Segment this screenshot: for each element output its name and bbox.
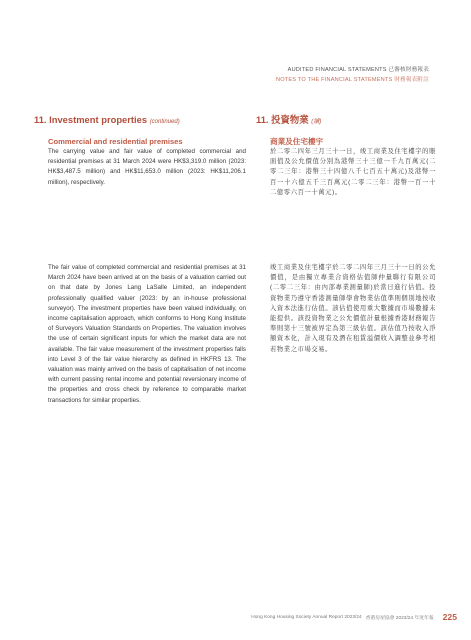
running-header-primary: AUDITED FINANCIAL STATEMENTS 已審核財務報表 <box>287 67 429 73</box>
footer-report-zh: 香港房屋協會 2023/24 年度年報 <box>365 615 434 621</box>
continued-label-zh: (續) <box>311 119 322 125</box>
subtitle-zh: 商業及住宅樓宇 <box>270 137 324 146</box>
subtitle-en: Commercial and residential premises <box>48 137 183 146</box>
section-title-en <box>34 113 246 127</box>
page-number: 225 <box>442 612 457 622</box>
section-title-en-text: 11. Investment properties <box>34 114 148 125</box>
running-header-secondary: NOTES TO THE FINANCIAL STATEMENTS 財務報表附註 <box>275 77 429 83</box>
section-title-zh-text: 11. 投資物業 <box>256 114 309 125</box>
english-column <box>34 113 246 404</box>
section-title-zh <box>256 113 436 127</box>
paragraph-2-zh: 竣工商業及住宅樓宇於二零二四年三月三十一日的公允價值，是由獨立專業合資格估值師仲量聯行有限公司(二零二三年：由內部專業測量師)於當日進行估值。投資物業乃遵守香港測量師學會物業估值準則個別地按收入資本法進行估值。該估值使用重大數據而市場數據未能提供。該投資物業之公允價值計量根據香港財務報告準則第十三號被界定為第三級估值。該估值乃按收入淨額資本化，計入現有及潛在租賃溢價收入調整並參考相若物業之市場交易。 <box>270 264 436 353</box>
paragraph-1-zh: 於二零二四年三月三十一日，竣工商業及住宅樓宇的賬面值及公允價值分別為港幣三十三億一千九百萬元(二零二三年：港幣三十四億八千七百五十萬元)及港幣一百一十六億五千三百萬元(二零二三年：港幣一百一十二億零六百一十萬元)。 <box>270 148 436 196</box>
chinese-column <box>256 113 436 353</box>
paragraph-1-en: The carrying value and fair value of completed commercial and residential premises at 31 March 2024 were HK$3,319.0 million (2023: HK$3,487.5 million) and HK$11,653.0 million (2023: HK$11,206.1 million), respectively. <box>48 148 246 186</box>
paragraph-2-en: The fair value of completed commercial and residential premises at 31 March 2024 have been arrived at on the basis of a valuation carried out on that date by Jones Lang LaSalle Limited, an independent professionally qualified valuer (2023: by an in-house professional surveyor). The investment properties have been valued individually, on income capitalisation approach, which conforms to Hong Kong Institute of Surveyors Valuation Standards on Properties. The valuation involves the use of certain significant inputs for which the market data are not available. The fair value measurement of the investment properties falls into Level 3 of the fair value hierarchy as defined in HKFRS 13. The valuation was mainly arrived on the basis of capitalisation of net income with current passing rental income and potential reversionary income of the properties and cross check by reference to comparable market transactions for similar properties. <box>48 264 246 404</box>
page-footer <box>251 612 457 622</box>
continued-label-en: (continued) <box>149 119 180 125</box>
footer-report-en: Hong Kong Housing Society Annual Report 2023/24 <box>251 614 362 620</box>
